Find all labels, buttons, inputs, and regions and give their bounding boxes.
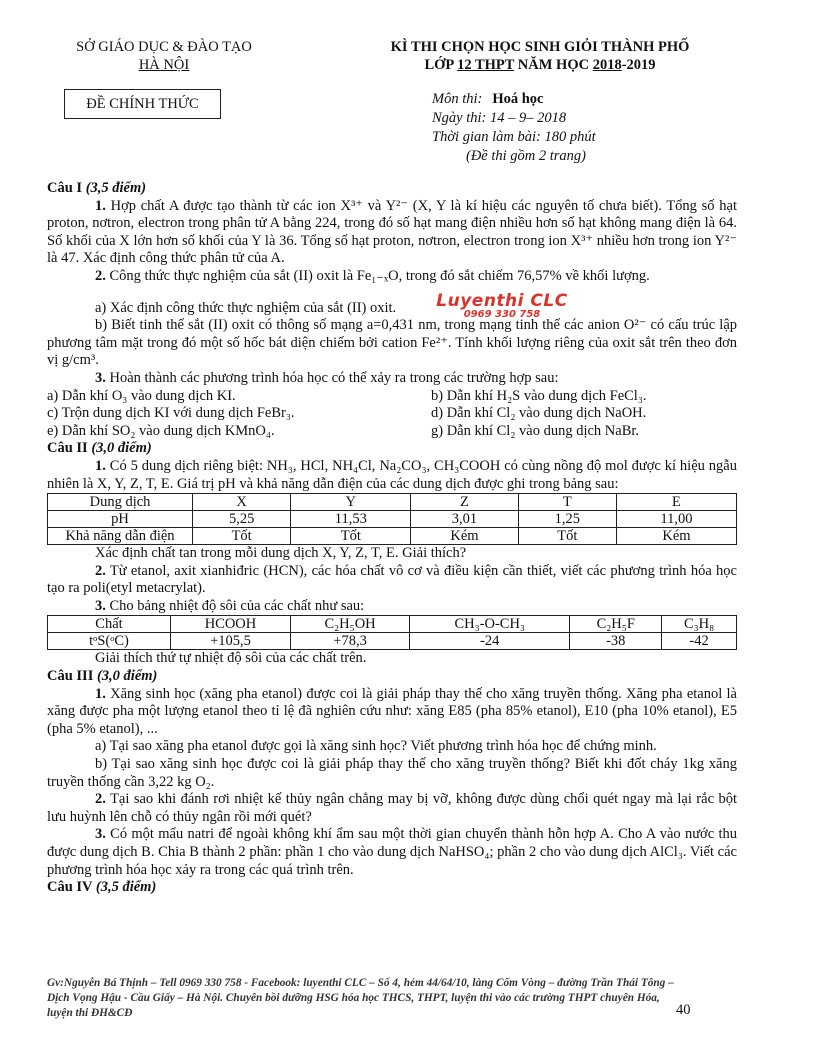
- reaction-row: [47, 423, 737, 441]
- table-cell: T: [518, 494, 616, 511]
- question-4-heading: Câu IV (3,5 điểm): [47, 879, 157, 896]
- table-cell: Chất: [48, 616, 171, 633]
- reaction-row: [47, 405, 737, 423]
- table-cell: E: [616, 494, 736, 511]
- reaction-row: [47, 388, 737, 406]
- q3-part-3: 3. Có một mẩu natri để ngoài không khí ẩm sau một thời gian chuyển thành hỗn hợp A. Cho A vào nước thu được dung dịch B. Chia B thành 2 phần: phần 1 cho vào dung dịch NaHSO₄; phần 2 cho vào dung dịch AlCl₃. Viết các phương trình hóa học xảy ra trong các quá trình trên.: [47, 826, 737, 878]
- reaction-item: b) Dẫn khí H₂S vào dung dịch FeCl₃.: [431, 387, 647, 404]
- reaction-item: g) Dẫn khí Cl₂ vào dung dịch NaBr.: [431, 422, 640, 439]
- exam-title: KÌ THI CHỌN HỌC SINH GIỎI THÀNH PHỐ: [390, 39, 690, 55]
- question-2-heading: Câu II (3,0 điểm): [47, 440, 152, 457]
- table-row: [48, 511, 737, 528]
- department-header: [44, 38, 284, 74]
- q2-part-3-followup: Giải thích thứ tự nhiệt độ sôi của các chất trên.: [95, 650, 367, 667]
- watermark-brand: Luyenthi CLC: [436, 291, 568, 311]
- table-cell: C₂H₅F: [570, 616, 662, 633]
- table-cell: 5,25: [193, 511, 291, 528]
- question-1-heading: Câu I (3,5 điểm): [47, 180, 147, 196]
- table-cell: Kém: [411, 528, 518, 545]
- official-stamp-box: ĐỀ CHÍNH THỨC: [64, 89, 221, 119]
- table-cell: Kém: [616, 528, 736, 545]
- exam-grade: LỚP 12 THPT NĂM HỌC 2018-2019: [424, 57, 656, 73]
- table-cell: 11,00: [616, 511, 736, 528]
- exam-duration: Thời gian làm bài: 180 phút: [432, 129, 596, 145]
- department-name: SỞ GIÁO DỤC & ĐÀO TẠO: [76, 39, 252, 55]
- reaction-item: d) Dẫn khí Cl₂ vào dung dịch NaOH.: [431, 405, 647, 422]
- table-cell: Tốt: [518, 528, 616, 545]
- table-cell: -24: [410, 633, 570, 650]
- table-cell: Tốt: [291, 528, 411, 545]
- q1-part-2b: b) Biết tinh thể sắt (II) oxit có thông số mạng a=0,431 nm, trong mạng tinh thể các anion O²⁻ có cấu trúc lập phương tâm mặt trong đó một số hốc bát diện chiếm bởi cation Fe²⁺. Tính khối lượng riêng của oxit sắt trên theo đơn vị g/cm³.: [47, 317, 737, 369]
- table-cell: X: [193, 494, 291, 511]
- exam-info: [432, 90, 632, 166]
- table-cell: C₃H₈: [662, 616, 737, 633]
- q2-part-1: 1. Có 5 dung dịch riêng biệt: NH₃, HCl, NH₄Cl, Na₂CO₃, CH₃COOH có cùng nồng độ mol được kí hiệu ngẫu nhiên là X, Y, Z, T, E. Giá trị pH và khả năng dẫn điện của các dung dịch được ghi trong bảng sau:: [47, 457, 737, 492]
- table-cell: Y: [291, 494, 411, 511]
- table-cell: CH₃-O-CH₃: [410, 616, 570, 633]
- table-cell: tᵒS(ᵒC): [48, 633, 171, 650]
- table-cell: pH: [48, 511, 193, 528]
- department-city: HÀ NỘI: [138, 57, 190, 73]
- reaction-item: c) Trộn dung dịch KI với dung dịch FeBr₃.: [47, 405, 295, 422]
- table-row: [48, 633, 737, 650]
- q1-part-2a: a) Xác định công thức thực nghiệm của sắt (II) oxit.: [95, 299, 397, 316]
- boiling-point-table: [47, 615, 737, 650]
- table-cell: Tốt: [193, 528, 291, 545]
- table-cell: -38: [570, 633, 662, 650]
- page-footer: Gv:Nguyễn Bá Thịnh – Tell 0969 330 758 - Facebook: luyenthi CLC – Số 4, hẻm 44/64/10, làng Cốm Vòng – đường Trần Thái Tông – Dịch Vọng Hậu - Cầu Giấy – Hà Nội. Chuyên bồi dưỡng HSG hóa học THCS, THPT, luyện thi vào các trường THPT chuyên Hóa, luyện thi ĐH&CĐ: [47, 977, 674, 1019]
- table-cell: Dung dịch: [48, 494, 193, 511]
- reaction-item: a) Dẫn khí O₃ vào dung dịch KI.: [47, 387, 236, 404]
- q3-part-1a: a) Tại sao xăng pha etanol được gọi là xăng sinh học? Viết phương trình hóa học để chứng minh.: [95, 738, 657, 755]
- table-header-row: [48, 494, 737, 511]
- table-cell: Z: [411, 494, 518, 511]
- q3-part-1: 1. Xăng sinh học (xăng pha etanol) được coi là giải pháp thay thế cho xăng truyền thống. Xăng pha etanol là xăng được pha một lượng etanol theo tỉ lệ đã nghiên cứu như: xăng E85 (pha 85% etanol), E10 (pha 10% etanol), E5 (pha 5% etanol), ...: [47, 685, 737, 737]
- exam-date: Ngày thi: 14 – 9– 2018: [432, 110, 567, 126]
- table-cell: HCOOH: [171, 616, 291, 633]
- q3-part-2: 2. Tại sao khi đánh rơi nhiệt kế thủy ngân chẳng may bị vỡ, không được dùng chổi quét ngay mà lại rắc bột lưu huỳnh lên chỗ có thủy ngân rồi mới quét?: [47, 791, 737, 825]
- reaction-item: e) Dẫn khí SO₂ vào dung dịch KMnO₄.: [47, 422, 275, 439]
- q2-part-3: 3. Cho bảng nhiệt độ sôi của các chất như sau:: [95, 597, 365, 614]
- table-row: [48, 528, 737, 545]
- exam-pages: (Đề thi gồm 2 trang): [466, 148, 587, 164]
- table-cell: +78,3: [290, 633, 409, 650]
- table-cell: +105,5: [171, 633, 291, 650]
- table-cell: 11,53: [291, 511, 411, 528]
- table-cell: 1,25: [518, 511, 616, 528]
- table-cell: Khả năng dẫn điện: [48, 528, 193, 545]
- subject-line: Môn thi: Hoá học: [432, 91, 544, 107]
- q2-part-1-followup: Xác định chất tan trong mỗi dung dịch X, Y, Z, T, E. Giải thích?: [95, 545, 467, 562]
- exam-body: [47, 180, 737, 897]
- q3-part-1b: b) Tại sao xăng sinh học được coi là giải pháp thay thế cho xăng truyền thống? Biết khi đốt cháy 1kg xăng truyền thống cần 3,22 kg O₂.: [47, 756, 737, 790]
- q1-part-1: 1. Hợp chất A được tạo thành từ các ion X³⁺ và Y²⁻ (X, Y là kí hiệu các nguyên tố chưa biết). Tổng số hạt proton, nơtron, electron trong phân tử A bằng 224, trong đó số hạt mang điện nhiều hơn số hạt không mang điện là 64. Số khối của X lớn hơn số khối của Y là 36. Tổng số hạt proton, nơtron, electron trong ion X³⁺ nhiều hơn trong ion Y²⁻ là 47. Xác định công thức phân tử của A.: [47, 197, 737, 267]
- table-cell: -42: [662, 633, 737, 650]
- watermark-phone: 0969 330 758: [463, 309, 541, 320]
- table-cell: 3,01: [411, 511, 518, 528]
- page-number: 40: [676, 1002, 691, 1018]
- q1-part-2: 2. Công thức thực nghiệm của sắt (II) oxit là Fe₁₋ₓO, trong đó sắt chiếm 76,57% về khối lượng.: [95, 267, 650, 284]
- solution-table: [47, 493, 737, 545]
- q1-part-3: 3. Hoàn thành các phương trình hóa học có thể xảy ra trong các trường hợp sau:: [95, 369, 559, 386]
- table-cell: C₂H₅OH: [290, 616, 409, 633]
- question-3-heading: Câu III (3,0 điểm): [47, 668, 158, 685]
- table-header-row: [48, 616, 737, 633]
- q2-part-2: 2. Từ etanol, axit xianhiđric (HCN), các hóa chất vô cơ và điều kiện cần thiết, viết các phương trình hóa học tạo ra poli(etyl metacrylat).: [47, 562, 737, 597]
- exam-header: [320, 38, 760, 74]
